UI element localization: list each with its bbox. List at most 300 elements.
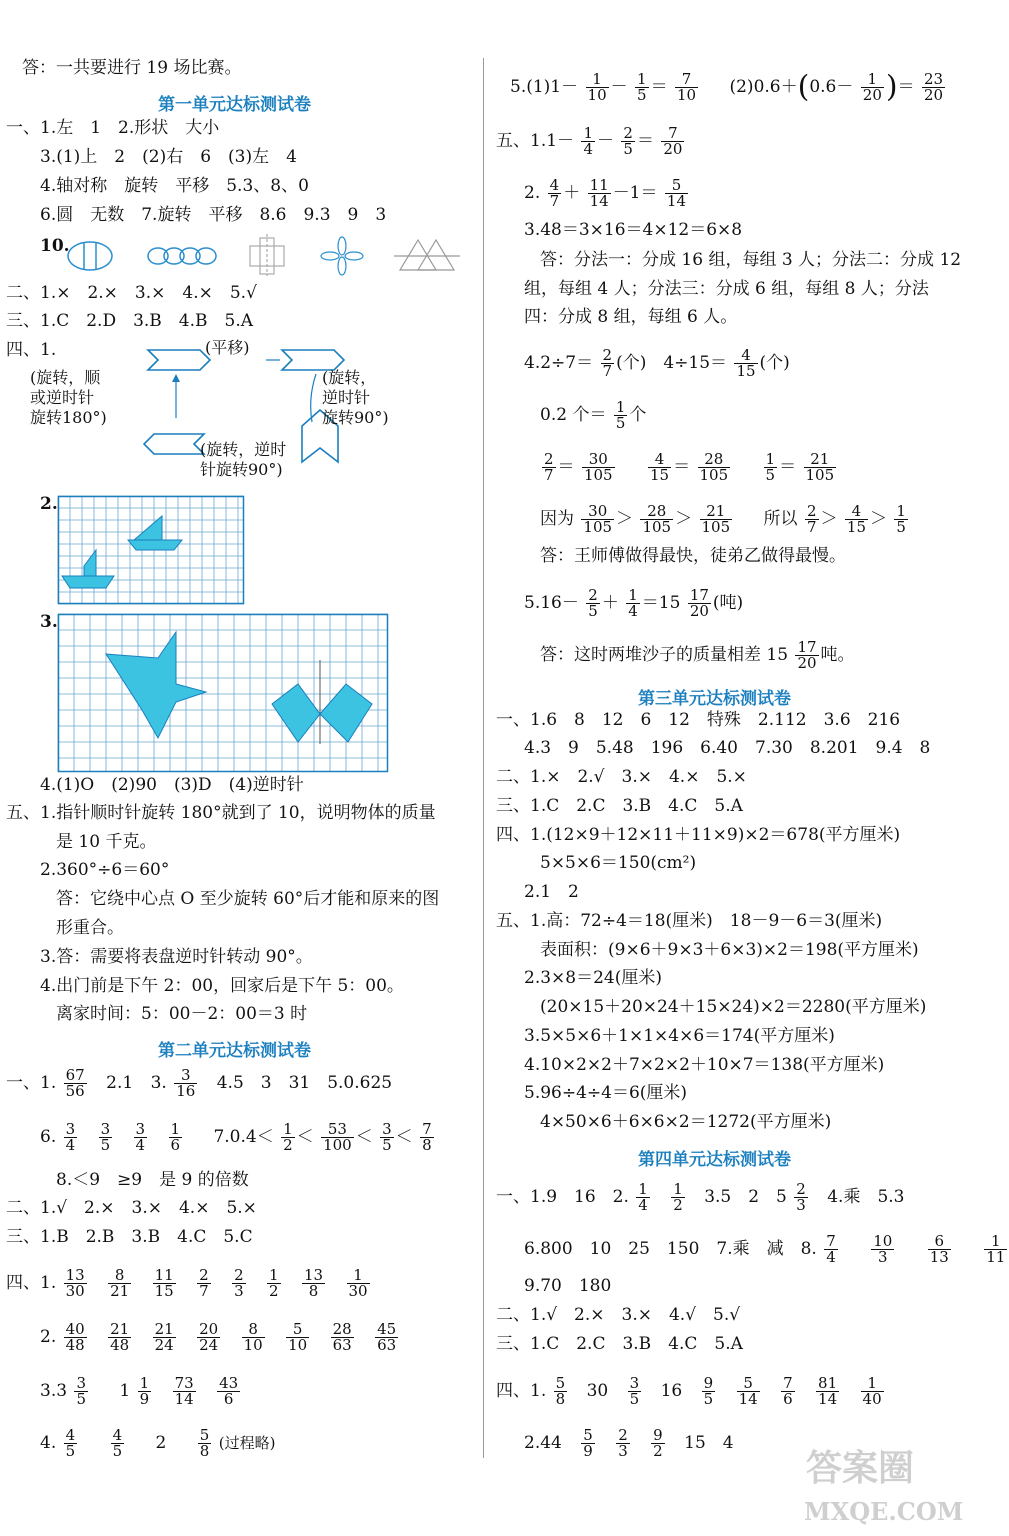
den: 10 — [587, 86, 607, 104]
fraction — [651, 1428, 665, 1459]
num: 11 — [154, 1266, 174, 1284]
num: 1 — [586, 72, 609, 88]
r-line: 3.48＝3×16＝4×12＝6×8 — [524, 220, 743, 240]
num: 7 — [675, 72, 698, 88]
den: 63 — [332, 1336, 352, 1354]
unit3-title: 第三单元达标测试卷 — [638, 689, 791, 709]
num: 2 — [618, 1426, 628, 1444]
den: 48 — [65, 1336, 85, 1354]
text: (个) — [759, 353, 790, 373]
fraction — [581, 504, 614, 535]
unit4-line: 三、1.C 2.C 3.B 4.C 5.A — [496, 1334, 743, 1354]
fraction — [581, 126, 595, 157]
r-row13 — [524, 588, 743, 619]
num: 8 — [108, 1268, 131, 1284]
r-row3 — [524, 178, 690, 209]
fraction — [861, 72, 884, 103]
den: 6 — [783, 1390, 793, 1408]
num: 21 — [154, 1320, 174, 1338]
den: 9 — [583, 1442, 593, 1460]
den: 48 — [110, 1336, 130, 1354]
label-right: 旋转90°) — [322, 408, 389, 427]
fraction — [586, 588, 600, 619]
num: 1 — [347, 1268, 370, 1284]
den: 14 — [174, 1390, 194, 1408]
den: 5 — [615, 414, 626, 432]
den: 7 — [544, 466, 554, 484]
den: 20 — [862, 86, 882, 104]
num: 2 — [806, 502, 817, 520]
arrow-shape-icon — [148, 350, 210, 370]
den: 8 — [555, 1390, 566, 1408]
den: 30 — [65, 1282, 85, 1300]
op: －1＝ — [612, 183, 658, 203]
den: 5 — [703, 1390, 714, 1408]
fraction — [764, 452, 778, 483]
num: 4 — [112, 1426, 123, 1444]
fraction — [64, 1068, 87, 1099]
text: 2. — [524, 183, 541, 203]
num: 1 — [637, 70, 647, 88]
den: 20 — [924, 86, 944, 104]
unit2-line: 8.＜9 ≥9 是 9 的倍数 — [56, 1170, 249, 1190]
grid-figure-3 — [58, 614, 388, 772]
text: 2.44 — [524, 1433, 562, 1453]
num: 3 — [382, 1120, 392, 1138]
den: 14 — [738, 1390, 758, 1408]
num: 4 — [65, 1426, 76, 1444]
unit1-line: 3.答：需要将表盘逆时针转动 90°。 — [40, 947, 313, 967]
unit4-title: 第四单元达标测试卷 — [638, 1150, 791, 1170]
text: 答：这时两堆沙子的质量相差 15 — [540, 645, 789, 665]
unit4-line: 9.70 180 — [524, 1276, 612, 1296]
symmetry-figures — [60, 232, 470, 276]
fraction — [174, 1068, 197, 1099]
den: 6 — [223, 1390, 234, 1408]
den: 2 — [269, 1282, 279, 1300]
den: 14 — [589, 192, 609, 210]
lt: ＜ — [296, 1127, 314, 1147]
fraction — [542, 452, 556, 483]
unit3-line: 3.5×5×6＋1×1×4×6＝174(平方厘米) — [524, 1026, 835, 1046]
text: 3.5 2 5 — [704, 1187, 787, 1207]
den: 7 — [199, 1282, 209, 1300]
num: 53 — [321, 1122, 354, 1138]
text: 个 — [629, 405, 647, 425]
fraction — [138, 1376, 152, 1407]
den: 2 — [283, 1136, 293, 1154]
text: 吨。 — [820, 645, 855, 665]
num: 30 — [582, 452, 615, 468]
op: ＝ — [650, 77, 668, 97]
unit4-row1 — [496, 1182, 905, 1213]
num: 81 — [818, 1374, 838, 1392]
label-pingyi: (平移) — [205, 338, 250, 357]
unit2-line: 三、1.B 2.B 3.B 4.C 5.C — [6, 1227, 253, 1247]
fraction — [702, 1376, 716, 1407]
unit1-line: 答：它绕中心点 O 至少旋转 60°后才能和原来的图 — [56, 889, 440, 909]
num: 2 — [623, 124, 633, 142]
den: 105 — [699, 466, 729, 484]
unit2-row6 — [6, 1268, 372, 1299]
watermark-logo — [800, 1436, 964, 1528]
star-shape-icon — [106, 632, 206, 738]
fraction — [824, 1234, 838, 1265]
num: 43 — [219, 1374, 239, 1392]
text: 16 — [660, 1381, 683, 1401]
text: (过程略) — [218, 1434, 276, 1452]
unit3-line: 4.3 9 5.48 196 6.40 7.30 8.201 9.4 8 — [524, 738, 931, 758]
fraction — [804, 452, 837, 483]
fraction — [845, 504, 868, 535]
fraction — [894, 504, 908, 535]
num: 30 — [581, 504, 614, 520]
den: 5 — [896, 518, 906, 536]
unit2-row7 — [40, 1322, 400, 1353]
den: 7 — [602, 362, 613, 380]
unit2-row8 — [40, 1376, 242, 1407]
den: 4 — [628, 602, 638, 620]
text: (吨) — [712, 593, 744, 613]
num: 21 — [700, 504, 733, 520]
num: 13 — [304, 1266, 324, 1284]
unit1-line: 离家时间：5：00－2：00＝3 时 — [56, 1004, 308, 1024]
r-row9 — [540, 400, 646, 431]
r-line: 答：分法一：分成 16 组，每组 3 人；分法二：分成 12 — [540, 250, 962, 270]
text: 30 — [586, 1381, 609, 1401]
num: 1 — [615, 398, 626, 416]
den: 4 — [826, 1248, 836, 1266]
text: 所以 — [763, 509, 798, 529]
unit1-line: 3.(1)上 2 (2)右 6 (3)左 4 — [40, 147, 297, 167]
fraction — [281, 1122, 295, 1153]
text: 4. — [40, 1433, 57, 1453]
num: 2 — [199, 1266, 209, 1284]
text: 6.800 10 25 150 7.乘 减 8. — [524, 1239, 817, 1259]
text: 五、1.1－ — [496, 131, 575, 151]
den: 5 — [637, 86, 647, 104]
fig-flower-icon — [321, 237, 363, 275]
num: 45 — [377, 1320, 397, 1338]
lt: ＜ — [395, 1127, 413, 1147]
num: 67 — [65, 1066, 85, 1084]
arrow-shape-icon — [282, 350, 344, 370]
num: 3 — [629, 1374, 640, 1392]
unit1-line: 4.轴对称 旋转 平移 5.3、8、0 — [40, 176, 309, 196]
num: 3 — [100, 1120, 111, 1138]
watermark-bottom: MXQE.COM — [804, 1497, 964, 1526]
text: 一、1.9 16 2. — [496, 1187, 629, 1207]
den: 5 — [623, 140, 633, 158]
den: 21 — [110, 1282, 130, 1300]
den: 4 — [65, 1136, 76, 1154]
den: 5 — [588, 602, 598, 620]
fraction — [267, 1268, 281, 1299]
den: 5 — [629, 1390, 640, 1408]
fraction — [197, 1268, 211, 1299]
num: 2 — [234, 1266, 244, 1284]
fraction — [153, 1322, 176, 1353]
den: 63 — [377, 1336, 397, 1354]
fraction — [671, 1182, 685, 1213]
den: 10 — [288, 1336, 308, 1354]
den: 14 — [818, 1390, 838, 1408]
unit1-line: 二、1.× 2.× 3.× 4.× 5.√ — [6, 283, 257, 303]
den: 15 — [846, 518, 866, 536]
unit1-line: 4.出门前是下午 2：00，回家后是下午 5：00。 — [40, 976, 404, 996]
fraction — [173, 1376, 196, 1407]
den: 5 — [100, 1136, 111, 1154]
fraction — [871, 1234, 894, 1265]
num: 5 — [199, 1426, 210, 1444]
fraction — [74, 1376, 88, 1407]
unit3-line: 4×50×6＋6×6×2＝1272(平方厘米) — [540, 1112, 832, 1132]
r-row14 — [540, 640, 855, 671]
fraction — [198, 1428, 212, 1459]
text: 四、1. — [496, 1381, 547, 1401]
fraction — [734, 348, 757, 379]
den: 13 — [929, 1248, 949, 1266]
num: 1 — [583, 124, 593, 142]
num: 2 — [796, 1180, 806, 1198]
num: 5 — [737, 1376, 760, 1392]
boat-shape-icon — [62, 576, 114, 588]
den: 20 — [797, 654, 817, 672]
fraction — [347, 1268, 370, 1299]
unit3-line: 2.1 2 — [524, 882, 579, 902]
den: 5 — [382, 1136, 392, 1154]
den: 3 — [234, 1282, 244, 1300]
unit4-row7 — [524, 1428, 734, 1459]
text: 0.2 个＝ — [540, 405, 607, 425]
fraction — [698, 452, 731, 483]
fraction — [134, 1122, 148, 1153]
num: 1 — [638, 1180, 648, 1198]
unit3-line: 表面积：(9×6＋9×3＋6×3)×2＝198(平方厘米) — [540, 940, 919, 960]
num: 9 — [653, 1426, 663, 1444]
fraction — [805, 504, 819, 535]
unit4-row6 — [496, 1376, 886, 1407]
unit4-row2 — [524, 1234, 1009, 1265]
den: 24 — [154, 1336, 174, 1354]
r-row2 — [496, 126, 686, 157]
den: 3 — [796, 1196, 806, 1214]
unit3-line: 5.96÷4÷4＝6(厘米) — [524, 1083, 688, 1103]
num: 1 — [170, 1120, 181, 1138]
den: 15 — [650, 466, 670, 484]
unit3-line: (20×15＋20×24＋15×24)×2＝2280(平方厘米) — [540, 997, 927, 1017]
intro-answer: 答：一共要进行 19 场比赛。 — [22, 58, 242, 78]
r-line: 答：王师傅做得最快，徒弟乙做得最慢。 — [540, 546, 846, 566]
num: 73 — [174, 1374, 194, 1392]
num: 28 — [698, 452, 731, 468]
num: 4 — [734, 348, 757, 364]
fraction — [795, 640, 818, 671]
den: 3 — [877, 1248, 888, 1266]
den: 7 — [549, 192, 560, 210]
unit1-line: 五、1.指针顺时针旋转 180°就到了 10，说明物体的质量 — [6, 803, 436, 823]
text: 4.乘 5.3 — [827, 1187, 905, 1207]
den: 3 — [618, 1442, 628, 1460]
den: 24 — [199, 1336, 219, 1354]
text: 2 — [155, 1433, 167, 1453]
label-left: 或逆时针 — [30, 388, 95, 407]
num: 4 — [845, 504, 868, 520]
den: 14 — [666, 192, 687, 210]
num: 21 — [804, 452, 837, 468]
op: ＝ — [897, 77, 915, 97]
fraction — [581, 1428, 595, 1459]
den: 20 — [663, 140, 683, 158]
fraction — [688, 588, 711, 619]
fraction — [614, 400, 628, 431]
num: 7 — [826, 1232, 836, 1250]
den: 56 — [65, 1082, 85, 1100]
label-right: (旋转， — [322, 368, 377, 387]
den: 10 — [676, 86, 697, 104]
unit1-line: 3. — [40, 612, 58, 632]
den: 8 — [422, 1136, 432, 1154]
den: 10 — [243, 1336, 263, 1354]
num: 5 — [583, 1426, 593, 1444]
num: 3 — [174, 1068, 197, 1084]
fraction — [928, 1234, 951, 1265]
unit3-line: 4.10×2×2＋7×2×2＋10×7＝138(平方厘米) — [524, 1055, 885, 1075]
fraction — [554, 1376, 568, 1407]
fraction — [153, 1268, 176, 1299]
den: 30 — [348, 1282, 368, 1300]
bow-shape-icon — [320, 684, 372, 742]
sail-shape-icon — [134, 516, 162, 540]
den: 7 — [806, 518, 817, 536]
unit1-line: 一、1.左 1 2.形状 大小 — [6, 118, 220, 138]
fraction — [588, 178, 611, 209]
fraction — [331, 1322, 354, 1353]
fraction — [380, 1122, 394, 1153]
op: ＋ — [563, 183, 581, 203]
num: 8 — [242, 1322, 265, 1338]
den: 11 — [986, 1248, 1006, 1266]
den: 8 — [199, 1442, 210, 1460]
fraction — [984, 1234, 1007, 1265]
r-line: 组，每组 4 人；分法三：分成 6 组，每组 8 人；分法 — [524, 279, 929, 299]
den: 16 — [176, 1082, 196, 1100]
op: － — [597, 131, 614, 151]
unit3-line: 五、1.高：72÷4＝18(厘米) 18－9－6＝3(厘米) — [496, 911, 883, 931]
den: 2 — [653, 1442, 663, 1460]
den: 15 — [154, 1282, 174, 1300]
text: 4.2÷7＝ — [524, 353, 594, 373]
watermark-top: 答案圈 — [806, 1447, 915, 1489]
op: ＝ — [636, 131, 654, 151]
unit1-line: 2.360°÷6＝60° — [40, 860, 170, 880]
fraction — [816, 1376, 839, 1407]
fraction — [737, 1376, 760, 1407]
den: 40 — [862, 1390, 882, 1408]
fraction — [242, 1322, 265, 1353]
num: 17 — [797, 638, 817, 656]
text: 2. — [40, 1327, 57, 1347]
sail-shape-icon — [84, 550, 96, 576]
op: ＝ — [779, 457, 797, 477]
fraction — [628, 1376, 642, 1407]
op: ＝ — [673, 457, 691, 477]
fraction — [286, 1322, 309, 1353]
bow-shape-icon — [272, 684, 320, 742]
text: (2)0.6＋ — [729, 77, 798, 97]
num: 2 — [544, 450, 554, 468]
num: 5 — [665, 178, 688, 194]
unit4-line: 二、1.√ 2.× 3.× 4.√ 5.√ — [496, 1305, 741, 1325]
label-left: 旋转180°) — [30, 408, 107, 427]
num: 1 — [984, 1234, 1007, 1250]
r-row8 — [524, 348, 790, 379]
unit3-line: 三、1.C 2.C 3.B 4.C 5.A — [496, 796, 743, 816]
op: ＞ — [675, 509, 693, 529]
num: 40 — [65, 1320, 85, 1338]
num: 9 — [703, 1374, 714, 1392]
num: 10 — [873, 1232, 893, 1250]
arrow-shape-icon — [144, 434, 204, 454]
den: 5 — [112, 1442, 123, 1460]
fraction — [586, 72, 609, 103]
fraction — [197, 1322, 220, 1353]
den: 5 — [65, 1442, 76, 1460]
num: 1 — [765, 450, 776, 468]
num: 2 — [602, 346, 613, 364]
unit3-line: 一、1.6 8 12 6 12 特殊 2.112 3.6 216 — [496, 710, 901, 730]
fraction — [302, 1268, 325, 1299]
den: 4 — [583, 140, 593, 158]
unit2-line: 二、1.√ 2.× 3.× 4.× 5.× — [6, 1198, 257, 1218]
fraction — [420, 1122, 434, 1153]
label-bottom: 针旋转90°) — [200, 460, 283, 479]
num: 20 — [199, 1320, 219, 1338]
num: 28 — [640, 504, 673, 520]
num: 7 — [661, 126, 684, 142]
unit1-line: 10. — [40, 236, 70, 256]
label-left: (旋转，顺 — [30, 368, 101, 387]
unit3-line: 二、1.× 2.√ 3.× 4.× 5.× — [496, 767, 747, 787]
text: 一、1. — [6, 1073, 57, 1093]
fraction — [794, 1182, 808, 1213]
fraction — [621, 126, 635, 157]
text: (个) 4÷15＝ — [616, 353, 728, 373]
fraction — [548, 178, 562, 209]
fraction — [648, 452, 671, 483]
unit3-line: 2.3×8＝24(厘米) — [524, 968, 662, 988]
fig-triangles-icon — [394, 240, 460, 270]
fraction — [99, 1122, 113, 1153]
num: 4 — [549, 176, 560, 194]
num: 21 — [110, 1320, 130, 1338]
fraction — [626, 588, 640, 619]
den: 100 — [323, 1136, 352, 1154]
num: 1 — [861, 1376, 884, 1392]
num: 13 — [65, 1266, 85, 1284]
den: 9 — [139, 1390, 150, 1408]
fraction — [64, 1268, 87, 1299]
fraction — [700, 504, 733, 535]
den: 105 — [642, 518, 672, 536]
num: 7 — [422, 1120, 432, 1138]
fig-ellipse-icon — [68, 242, 112, 270]
r-line: 四：分成 8 组，每组 6 人。 — [524, 307, 738, 327]
den: 5 — [765, 466, 776, 484]
fraction — [636, 1182, 650, 1213]
text: 4.5 3 31 5.0.625 — [216, 1073, 393, 1093]
num: 1 — [139, 1374, 150, 1392]
